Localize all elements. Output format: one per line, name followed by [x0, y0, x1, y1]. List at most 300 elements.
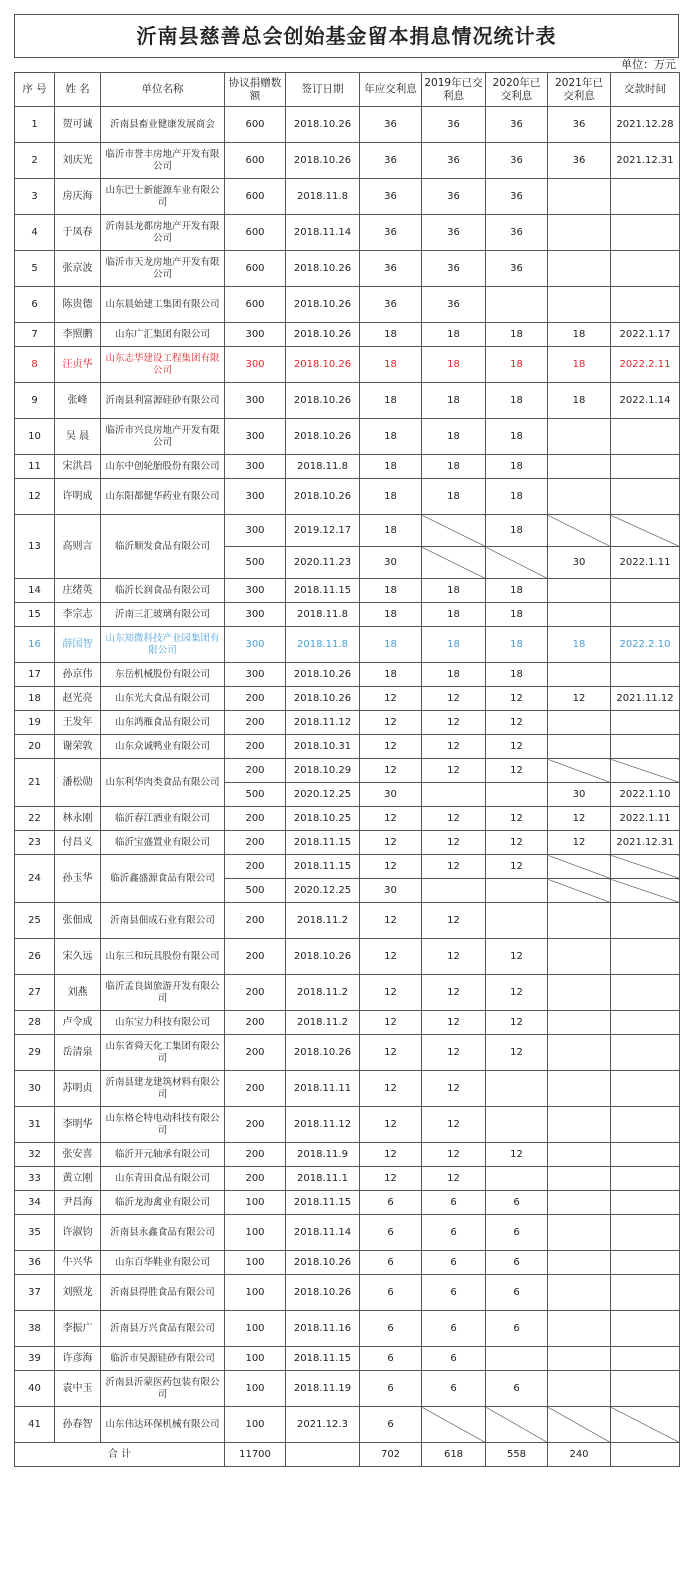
row-number: 16: [15, 627, 55, 663]
paid-2020: 18: [486, 627, 548, 663]
paid-2020: 12: [486, 711, 548, 735]
sign-date: 2018.11.12: [286, 711, 360, 735]
payment-date-na: [611, 879, 680, 903]
payment-date: [611, 603, 680, 627]
donation-amount: 300: [225, 663, 286, 687]
table-row: [15, 1275, 680, 1311]
sign-date: 2019.12.17: [286, 515, 360, 547]
donor-name: 张安喜: [55, 1143, 101, 1167]
table-row: [15, 287, 680, 323]
paid-2020: 36: [486, 107, 548, 143]
paid-2019: 6: [422, 1371, 486, 1407]
donor-name: 陈贵德: [55, 287, 101, 323]
donation-amount: 200: [225, 759, 286, 783]
row-number: 31: [15, 1107, 55, 1143]
paid-2019: 6: [422, 1311, 486, 1347]
company-name: 山东百华鞋业有限公司: [101, 1251, 225, 1275]
paid-2021: 18: [548, 347, 611, 383]
donor-name: 刘庆光: [55, 143, 101, 179]
annual-interest: 12: [360, 1167, 422, 1191]
paid-2021: [548, 1035, 611, 1071]
payment-date: 2021.12.28: [611, 107, 680, 143]
annual-interest: 36: [360, 215, 422, 251]
sign-date: 2018.11.2: [286, 1011, 360, 1035]
row-number: 6: [15, 287, 55, 323]
donation-amount: 300: [225, 455, 286, 479]
paid-2020: [486, 783, 548, 807]
company-name: 山东光大食品有限公司: [101, 687, 225, 711]
paid-2021: [548, 1311, 611, 1347]
payment-date: [611, 455, 680, 479]
paid-2019: 12: [422, 687, 486, 711]
row-number: 23: [15, 831, 55, 855]
paid-2019: 36: [422, 251, 486, 287]
row-number: 26: [15, 939, 55, 975]
payment-date: [611, 735, 680, 759]
payment-date: [611, 1371, 680, 1407]
sign-date: 2018.10.29: [286, 759, 360, 783]
paid-2019: 6: [422, 1275, 486, 1311]
annual-interest: 36: [360, 287, 422, 323]
paid-2020: 12: [486, 1011, 548, 1035]
annual-interest: 12: [360, 1107, 422, 1143]
annual-interest: 6: [360, 1191, 422, 1215]
paid-2019: 12: [422, 1035, 486, 1071]
company-name: 临沂顺发食品有限公司: [101, 515, 225, 579]
paid-2019: 18: [422, 347, 486, 383]
table-row: [15, 479, 680, 515]
payment-date: [611, 711, 680, 735]
total-label: 合 计: [15, 1443, 225, 1467]
payment-date-na: [611, 855, 680, 879]
paid-2020-na: [486, 1407, 548, 1443]
sign-date: 2018.10.26: [286, 419, 360, 455]
paid-2021: [548, 1011, 611, 1035]
paid-2021: [548, 1275, 611, 1311]
paid-2021: [548, 1251, 611, 1275]
company-name: 沂南三汇玻璃有限公司: [101, 603, 225, 627]
donation-amount: 200: [225, 1167, 286, 1191]
paid-2020: 6: [486, 1311, 548, 1347]
paid-2019: [422, 783, 486, 807]
donor-name: 谢荣敦: [55, 735, 101, 759]
paid-2021: [548, 1167, 611, 1191]
paid-2020: 12: [486, 687, 548, 711]
paid-2021-na: [548, 855, 611, 879]
paid-2019: 6: [422, 1191, 486, 1215]
donor-name: 宋久远: [55, 939, 101, 975]
company-name: 山东青田食品有限公司: [101, 1167, 225, 1191]
table-row: [15, 143, 680, 179]
header-paydate: 交款时间: [611, 73, 680, 107]
row-number: 5: [15, 251, 55, 287]
row-number: 32: [15, 1143, 55, 1167]
sign-date: 2018.10.26: [286, 479, 360, 515]
table-row: [15, 107, 680, 143]
paid-2019: 36: [422, 107, 486, 143]
donation-amount: 200: [225, 855, 286, 879]
table-header-row: [15, 73, 680, 107]
donation-amount: 200: [225, 939, 286, 975]
table-row: [15, 735, 680, 759]
sign-date: 2018.10.26: [286, 1251, 360, 1275]
paid-2019: 12: [422, 711, 486, 735]
sign-date: 2020.11.23: [286, 547, 360, 579]
annual-interest: 18: [360, 419, 422, 455]
donation-amount: 100: [225, 1407, 286, 1443]
donation-amount: 300: [225, 627, 286, 663]
paid-2020: 18: [486, 579, 548, 603]
annual-interest: 12: [360, 735, 422, 759]
donation-amount: 200: [225, 975, 286, 1011]
payment-date: [611, 419, 680, 455]
total-paydate-cell: [611, 1443, 680, 1467]
paid-2019: [422, 879, 486, 903]
paid-2021: [548, 287, 611, 323]
donation-amount: 300: [225, 383, 286, 419]
donation-amount: 200: [225, 903, 286, 939]
donation-amount: 500: [225, 879, 286, 903]
paid-2021-na: [548, 515, 611, 547]
row-number: 14: [15, 579, 55, 603]
sign-date: 2018.11.1: [286, 1167, 360, 1191]
sign-date: 2018.10.26: [286, 663, 360, 687]
company-name: 沂南县永鑫食品有限公司: [101, 1215, 225, 1251]
table-row: [15, 759, 680, 783]
table-row: [15, 383, 680, 419]
page-title: 沂南县慈善总会创始基金留本捐息情况统计表: [14, 14, 679, 58]
company-name: 临沂长润食品有限公司: [101, 579, 225, 603]
company-name: 东岳机械股份有限公司: [101, 663, 225, 687]
annual-interest: 18: [360, 323, 422, 347]
row-number: 3: [15, 179, 55, 215]
company-name: 山东中创轮胎股份有限公司: [101, 455, 225, 479]
paid-2019: 12: [422, 735, 486, 759]
donor-name: 李明华: [55, 1107, 101, 1143]
paid-2020: 18: [486, 419, 548, 455]
company-name: 临沂开元轴承有限公司: [101, 1143, 225, 1167]
donation-amount: 300: [225, 347, 286, 383]
paid-2019: 12: [422, 939, 486, 975]
donation-amount: 100: [225, 1371, 286, 1407]
donor-name: 高则言: [55, 515, 101, 579]
donor-name: 牛兴华: [55, 1251, 101, 1275]
donor-name: 宋洪昌: [55, 455, 101, 479]
paid-2020: [486, 1107, 548, 1143]
table-row: [15, 807, 680, 831]
table-row: [15, 1311, 680, 1347]
table-row: [15, 347, 680, 383]
payment-date: [611, 479, 680, 515]
paid-2021: [548, 975, 611, 1011]
table-row: [15, 855, 680, 879]
donation-amount: 200: [225, 1143, 286, 1167]
sign-date: 2018.10.26: [286, 323, 360, 347]
sign-date: 2018.11.14: [286, 215, 360, 251]
donor-name: 汪贞华: [55, 347, 101, 383]
company-name: 临沂龙海禽业有限公司: [101, 1191, 225, 1215]
paid-2021-na: [548, 1407, 611, 1443]
paid-2021: [548, 1143, 611, 1167]
paid-2021: [548, 1347, 611, 1371]
annual-interest: 30: [360, 547, 422, 579]
annual-interest: 12: [360, 975, 422, 1011]
unit-label: 单位：万元: [621, 58, 676, 71]
paid-2021: [548, 179, 611, 215]
paid-2020: 12: [486, 975, 548, 1011]
paid-2021-na: [548, 759, 611, 783]
paid-2019: 12: [422, 1143, 486, 1167]
sign-date: 2018.11.15: [286, 1347, 360, 1371]
sign-date: 2018.10.26: [286, 347, 360, 383]
donation-amount: 500: [225, 783, 286, 807]
annual-interest: 12: [360, 939, 422, 975]
donation-amount: 500: [225, 547, 286, 579]
header-2021: 2021年已交利息: [548, 73, 611, 107]
donation-amount: 100: [225, 1215, 286, 1251]
donation-amount: 200: [225, 687, 286, 711]
paid-2020: [486, 1167, 548, 1191]
row-number: 24: [15, 855, 55, 903]
paid-2020: 18: [486, 383, 548, 419]
paid-2019: 18: [422, 383, 486, 419]
sign-date: 2018.11.8: [286, 603, 360, 627]
paid-2019: 36: [422, 179, 486, 215]
payment-date: [611, 1311, 680, 1347]
donor-name: 贺可诚: [55, 107, 101, 143]
paid-2021: [548, 215, 611, 251]
paid-2019: 12: [422, 1071, 486, 1107]
paid-2019: 36: [422, 287, 486, 323]
annual-interest: 36: [360, 143, 422, 179]
paid-2020-na: [486, 547, 548, 579]
donor-name: 房庆海: [55, 179, 101, 215]
paid-2021: [548, 1107, 611, 1143]
company-name: 临沂孟良崮旅游开发有限公司: [101, 975, 225, 1011]
donor-name: 孙玉华: [55, 855, 101, 903]
total-2021: 240: [548, 1443, 611, 1467]
annual-interest: 18: [360, 383, 422, 419]
payment-date: 2021.12.31: [611, 831, 680, 855]
payment-date: [611, 579, 680, 603]
annual-interest: 36: [360, 107, 422, 143]
paid-2019: 12: [422, 855, 486, 879]
paid-2020: 18: [486, 323, 548, 347]
row-number: 39: [15, 1347, 55, 1371]
paid-2020: 12: [486, 939, 548, 975]
row-number: 13: [15, 515, 55, 579]
total-date-cell: [286, 1443, 360, 1467]
donor-name: 赵光亮: [55, 687, 101, 711]
paid-2021: [548, 455, 611, 479]
row-number: 21: [15, 759, 55, 807]
company-name: 临沂市兴良房地产开发有限公司: [101, 419, 225, 455]
table-row: [15, 831, 680, 855]
annual-interest: 6: [360, 1251, 422, 1275]
paid-2020: [486, 287, 548, 323]
paid-2019: 12: [422, 1011, 486, 1035]
annual-interest: 12: [360, 711, 422, 735]
paid-2020: 6: [486, 1275, 548, 1311]
paid-2021: 12: [548, 831, 611, 855]
paid-2020: 12: [486, 855, 548, 879]
paid-2019: 6: [422, 1251, 486, 1275]
company-name: 山东巴士新能源车业有限公司: [101, 179, 225, 215]
header-seq: 序 号: [15, 73, 55, 107]
company-name: 山东众诚鸭业有限公司: [101, 735, 225, 759]
paid-2019: 12: [422, 975, 486, 1011]
header-company: 单位名称: [101, 73, 225, 107]
annual-interest: 18: [360, 515, 422, 547]
table-row: [15, 975, 680, 1011]
donation-amount: 100: [225, 1311, 286, 1347]
row-number: 18: [15, 687, 55, 711]
donor-name: 吴 晨: [55, 419, 101, 455]
row-number: 30: [15, 1071, 55, 1107]
paid-2019: 36: [422, 215, 486, 251]
company-name: 沂南县佃成石业有限公司: [101, 903, 225, 939]
total-row: [15, 1443, 680, 1467]
total-amount: 11700: [225, 1443, 286, 1467]
table-row: [15, 687, 680, 711]
donation-amount: 200: [225, 807, 286, 831]
annual-interest: 18: [360, 663, 422, 687]
paid-2020: 18: [486, 479, 548, 515]
table-row: [15, 1035, 680, 1071]
row-number: 19: [15, 711, 55, 735]
paid-2019: 12: [422, 1107, 486, 1143]
table-row: [15, 1143, 680, 1167]
payment-date: [611, 179, 680, 215]
paid-2021: [548, 1215, 611, 1251]
paid-2020: [486, 879, 548, 903]
payment-date: [611, 215, 680, 251]
paid-2019: 12: [422, 1167, 486, 1191]
payment-date-na: [611, 515, 680, 547]
sign-date: 2018.10.26: [286, 107, 360, 143]
company-name: 山东晨始建工集团有限公司: [101, 287, 225, 323]
annual-interest: 12: [360, 1035, 422, 1071]
sign-date: 2018.11.15: [286, 579, 360, 603]
total-2019: 618: [422, 1443, 486, 1467]
row-number: 12: [15, 479, 55, 515]
company-name: 沂南县畜业健康发展商会: [101, 107, 225, 143]
company-name: 山东广汇集团有限公司: [101, 323, 225, 347]
table-row: [15, 251, 680, 287]
row-number: 40: [15, 1371, 55, 1407]
donor-name: 尹昌海: [55, 1191, 101, 1215]
paid-2021: 30: [548, 783, 611, 807]
sign-date: 2018.11.16: [286, 1311, 360, 1347]
donor-name: 李照鹏: [55, 323, 101, 347]
donation-amount: 300: [225, 515, 286, 547]
company-name: 临沂宝盛置业有限公司: [101, 831, 225, 855]
company-name: 山东伟达环保机械有限公司: [101, 1407, 225, 1443]
sign-date: 2018.11.8: [286, 627, 360, 663]
paid-2019: 18: [422, 663, 486, 687]
company-name: 山东三和玩具股份有限公司: [101, 939, 225, 975]
table-row: [15, 1215, 680, 1251]
table-row: [15, 323, 680, 347]
annual-interest: 12: [360, 903, 422, 939]
annual-interest: 18: [360, 455, 422, 479]
paid-2021: 36: [548, 143, 611, 179]
company-name: 临沂鑫盛源食品有限公司: [101, 855, 225, 903]
sign-date: 2018.10.25: [286, 807, 360, 831]
paid-2020: 36: [486, 251, 548, 287]
payment-date-na: [611, 759, 680, 783]
donor-name: 袁中玉: [55, 1371, 101, 1407]
sign-date: 2018.11.8: [286, 455, 360, 479]
annual-interest: 36: [360, 251, 422, 287]
row-number: 2: [15, 143, 55, 179]
paid-2021: [548, 1371, 611, 1407]
annual-interest: 6: [360, 1347, 422, 1371]
paid-2020: 12: [486, 807, 548, 831]
payment-date: [611, 1347, 680, 1371]
donation-amount: 600: [225, 179, 286, 215]
paid-2020: 12: [486, 759, 548, 783]
donor-name: 刘燕: [55, 975, 101, 1011]
paid-2021: 18: [548, 323, 611, 347]
payment-date: [611, 1071, 680, 1107]
table-row: [15, 711, 680, 735]
paid-2021: [548, 1071, 611, 1107]
donor-name: 苏明贞: [55, 1071, 101, 1107]
paid-2019: 12: [422, 807, 486, 831]
donor-name: 薛国智: [55, 627, 101, 663]
company-name: 山东阳都健华药业有限公司: [101, 479, 225, 515]
payment-date: [611, 1107, 680, 1143]
row-number: 10: [15, 419, 55, 455]
row-number: 28: [15, 1011, 55, 1035]
table-row: [15, 1347, 680, 1371]
table-row: [15, 1107, 680, 1143]
donation-amount: 300: [225, 579, 286, 603]
paid-2020: 12: [486, 735, 548, 759]
company-name: 山东省舜天化工集团有限公司: [101, 1035, 225, 1071]
paid-2020: 6: [486, 1251, 548, 1275]
annual-interest: 12: [360, 1071, 422, 1107]
annual-interest: 6: [360, 1407, 422, 1443]
paid-2020: 6: [486, 1371, 548, 1407]
donor-name: 庄绪英: [55, 579, 101, 603]
annual-interest: 12: [360, 807, 422, 831]
annual-interest: 18: [360, 579, 422, 603]
sign-date: 2018.10.26: [286, 1275, 360, 1311]
paid-2021: 36: [548, 107, 611, 143]
paid-2019: 18: [422, 479, 486, 515]
donation-amount: 200: [225, 1071, 286, 1107]
donation-amount: 600: [225, 251, 286, 287]
row-number: 37: [15, 1275, 55, 1311]
table-row: [15, 579, 680, 603]
paid-2020: 12: [486, 1143, 548, 1167]
company-name: 临沂市天龙房地产开发有限公司: [101, 251, 225, 287]
donor-name: 付昌义: [55, 831, 101, 855]
donation-amount: 200: [225, 735, 286, 759]
company-name: 山东格仑特电动科技有限公司: [101, 1107, 225, 1143]
donor-name: 潘松勋: [55, 759, 101, 807]
row-number: 4: [15, 215, 55, 251]
row-number: 27: [15, 975, 55, 1011]
row-number: 15: [15, 603, 55, 627]
payment-date: [611, 1191, 680, 1215]
row-number: 9: [15, 383, 55, 419]
table-row: [15, 1167, 680, 1191]
paid-2019: 6: [422, 1215, 486, 1251]
annual-interest: 36: [360, 179, 422, 215]
